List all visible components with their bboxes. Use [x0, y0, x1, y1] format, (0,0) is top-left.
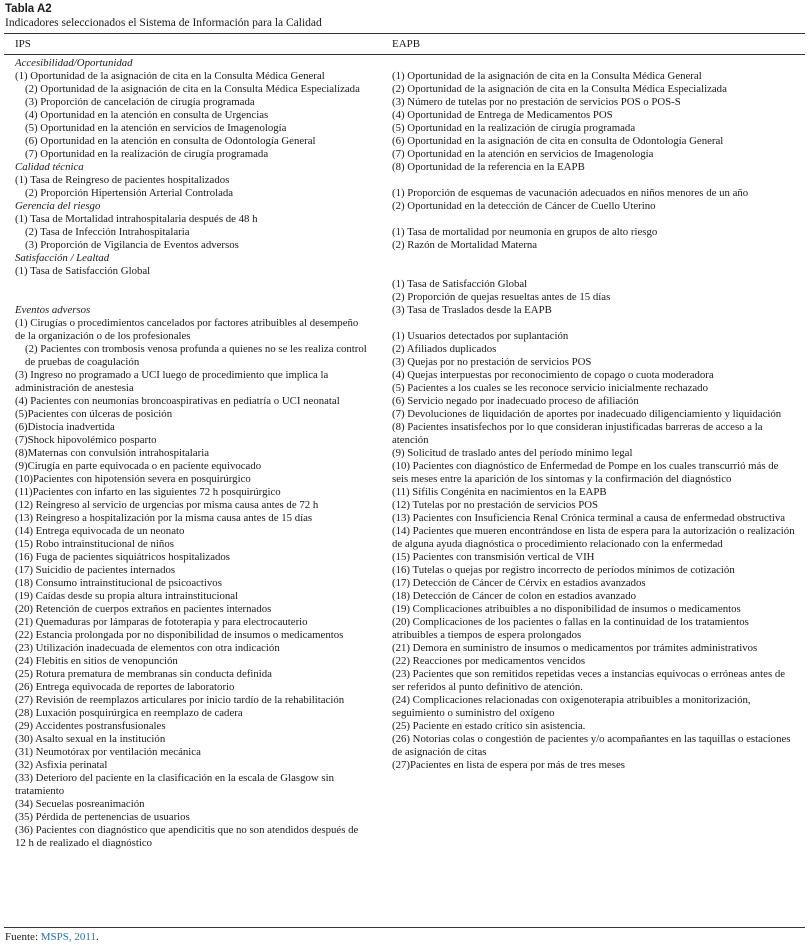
list-item: (24) Flebitis en sitios de venopunción — [15, 655, 178, 667]
source-end: . — [95, 931, 99, 943]
list-item: (2) Tasa de Infección Intrahospitalaria — [25, 226, 190, 238]
list-item: (2) Razón de Mortalidad Materna — [392, 239, 538, 251]
list-item: (3) Proporción de Vigilancia de Eventos adversos — [25, 239, 239, 251]
list-item: (10) Pacientes con diagnóstico de Enfermedad de Pompe en los cuales transcurrió más de seis meses entre la aparición de los síntomas y la confirmación del diagnóstico — [392, 460, 779, 485]
list-item: (2) Pacientes con trombosis venosa profunda a quienes no se les realiza control de pruebas de coagulación — [25, 343, 367, 368]
list-item: (16) Fuga de pacientes siquiátricos hospitalizados — [15, 551, 230, 563]
list-item: (18) Detección de Cáncer de colon en estadios avanzado — [392, 590, 637, 602]
list-item: (1) Tasa de mortalidad por neumonía en grupos de alto riesgo — [392, 226, 658, 238]
list-item: (28) Luxación posquirúrgica en reemplazo de cadera — [15, 707, 243, 719]
list-item: (6)Distocia inadvertida — [15, 421, 115, 433]
list-item: (6) Servicio negado por inadecuado proceso de afiliación — [392, 395, 639, 407]
list-item: (1) Tasa de Mortalidad intrahospitalaria después de 48 h — [15, 213, 258, 225]
list-item: (23) Utilización inadecuada de elementos con otra indicación — [15, 642, 280, 654]
list-item: (26) Notorias colas o congestión de pacientes y/o acompañantes en las taquillas o estaciones de asignación de citas — [392, 733, 791, 758]
list-item: (36) Pacientes con diagnóstico que apendicitis que no son atendidos después de 12 h de realizado el diagnóstico — [15, 824, 359, 849]
list-item: (27) Revisión de reemplazos articulares por inicio tardío de la rehabilitación — [15, 694, 345, 706]
list-item: (20) Retención de cuerpos extraños en pacientes internados — [15, 603, 272, 615]
list-item: (3) Tasa de Traslados desde la EAPB — [392, 304, 552, 316]
list-item: (14) Entrega equivocada de un neonato — [15, 525, 185, 537]
bottom-rule — [4, 927, 805, 928]
list-item: (15) Pacientes con transmisión vertical de VIH — [392, 551, 595, 563]
list-item: (8) Pacientes insatisfechos por lo que consideran injustificadas barreras de acceso a la atención — [392, 421, 763, 446]
list-item: (5)Pacientes con úlceras de posición — [15, 408, 173, 420]
list-item: (2) Oportunidad de la asignación de cita en la Consulta Médica Especializada — [25, 83, 360, 95]
list-item: (2) Afiliados duplicados — [392, 343, 497, 355]
list-item: (8) Oportunidad de la referencia en la EAPB — [392, 161, 585, 173]
list-item: (1) Proporción de esquemas de vacunación adecuados en niños menores de un año — [392, 187, 749, 199]
list-item: (5) Oportunidad en la atención en servicios de Imagenología — [25, 122, 287, 134]
list-item: (27)Pacientes en lista de espera por más de tres meses — [392, 759, 625, 771]
column-header-ips: IPS — [15, 38, 31, 50]
list-item: (31) Neumotórax por ventilación mecánica — [15, 746, 201, 758]
list-item: (2) Proporción Hipertensión Arterial Controlada — [25, 187, 234, 199]
list-item: (15) Robo intrainstitucional de niños — [15, 538, 174, 550]
list-item: (20) Complicaciones de los pacientes o fallas en la continuidad de los tratamientos atribuibles a tiempos de espera prolongados — [392, 616, 749, 641]
list-item: (2) Proporción de quejas resueltas antes de 15 días — [392, 291, 611, 303]
section-label: Calidad técnica — [15, 161, 84, 173]
column-ips — [15, 57, 370, 850]
list-item: (23) Pacientes que son remitidos repetidas veces a instancias equivocas o erróneas antes de ser referidos al punto definitivo de atención. — [392, 668, 786, 693]
list-item: (1) Tasa de Satisfacción Global — [392, 278, 528, 290]
list-item: (33) Deterioro del paciente en la clasificación en la escala de Glasgow sin tratamiento — [15, 772, 334, 797]
list-item: (4) Oportunidad de Entrega de Medicamentos POS — [392, 109, 613, 121]
list-item: (21) Quemaduras por lámparas de fototerapia y para electrocauterio — [15, 616, 308, 628]
list-item: (5) Oportunidad en la realización de cirugía programada — [392, 122, 636, 134]
list-item: (4) Pacientes con neumonías broncoaspirativas en pediatría o UCI neonatal — [15, 395, 340, 407]
list-item: (24) Complicaciones relacionadas con oxigenoterapia atribuibles a monitorización, seguimiento o suministro del oxígeno — [392, 694, 751, 719]
list-item: (21) Demora en suministro de insumos o medicamentos por trámites administrativos — [392, 642, 758, 654]
header-rule — [4, 54, 805, 55]
list-item: (13) Reingreso a hospitalización por la misma causa antes de 15 días — [15, 512, 313, 524]
list-item: (1) Oportunidad de la asignación de cita en la Consulta Médica General — [392, 70, 702, 82]
list-item: (26) Entrega equivocada de reportes de laboratorio — [15, 681, 235, 693]
list-item: (32) Asfixia perinatal — [15, 759, 108, 771]
list-item: (25) Rotura prematura de membranas sin conducta definida — [15, 668, 272, 680]
list-item: (17) Detección de Cáncer de Cérvix en estadios avanzados — [392, 577, 646, 589]
list-item: (1) Usuarios detectados por suplantación — [392, 330, 569, 342]
list-item: (22) Reacciones por medicamentos vencidos — [392, 655, 586, 667]
list-item: (19) Caídas desde su propia altura intrainstitucional — [15, 590, 239, 602]
list-item: (2) Oportunidad en la detección de Cáncer de Cuello Uterino — [392, 200, 656, 212]
section-label: Accesibilidad/Oportunidad — [15, 57, 133, 69]
source-label: Fuente: — [5, 931, 38, 943]
list-item: (3) Quejas por no prestación de servicios POS — [392, 356, 592, 368]
table-title: Tabla A2 — [5, 3, 52, 15]
list-item: (12) Tutelas por no prestación de servicios POS — [392, 499, 599, 511]
list-item: (19) Complicaciones atribuibles a no disponibilidad de insumos o medicamentos — [392, 603, 741, 615]
list-item: (17) Suicidio de pacientes internados — [15, 564, 176, 576]
list-item: (22) Estancia prolongada por no disponibilidad de insumos o medicamentos — [15, 629, 344, 641]
list-item: (7) Devoluciones de liquidación de aportes por inadecuado diligenciamiento y liquidación — [392, 408, 782, 420]
list-item: (7) Oportunidad en la atención en servicios de Imagenología — [392, 148, 654, 160]
column-header-eapb: EAPB — [392, 38, 421, 50]
list-item: (1) Oportunidad de la asignación de cita en la Consulta Médica General — [15, 70, 325, 82]
list-item: (1) Cirugías o procedimientos cancelados por factores atribuibles al desempeño de la organización o de los profesionales — [15, 317, 359, 342]
list-item: (5) Pacientes a los cuales se les reconoce servicio inicialmente rechazado — [392, 382, 708, 394]
top-rule — [4, 33, 805, 34]
list-item: (3) Ingreso no programado a UCI luego de procedimiento que implica la administración de anestesia — [15, 369, 329, 394]
list-item: (35) Pérdida de pertenencias de usuarios — [15, 811, 190, 823]
section-label: Satisfacción / Lealtad — [15, 252, 110, 264]
source-link[interactable]: MSPS, 2011 — [40, 931, 96, 943]
table-subtitle: Indicadores seleccionados el Sistema de Información para la Calidad — [5, 17, 322, 29]
list-item: (8)Maternas con convulsión intrahospitalaria — [15, 447, 209, 459]
column-eapb — [392, 57, 797, 772]
list-item: (18) Consumo intrainstitucional de psicoactivos — [15, 577, 222, 589]
list-item: (30) Asalto sexual en la institución — [15, 733, 166, 745]
list-item: (4) Quejas interpuestas por reconocimiento de copago o cuota moderadora — [392, 369, 714, 381]
list-item: (10)Pacientes con hipotensión severa en posquirúrgico — [15, 473, 251, 485]
list-item: (2) Oportunidad de la asignación de cita en la Consulta Médica Especializada — [392, 83, 727, 95]
list-item: (25) Paciente en estado crítico sin asistencia. — [392, 720, 586, 732]
section-label: Gerencia del riesgo — [15, 200, 101, 212]
list-item: (7)Shock hipovolémico posparto — [15, 434, 157, 446]
list-item: (11)Pacientes con infarto en las siguientes 72 h posquirúrgico — [15, 486, 281, 498]
list-item: (1) Tasa de Reingreso de pacientes hospitalizados — [15, 174, 230, 186]
section-label: Eventos adversos — [15, 304, 91, 316]
list-item: (4) Oportunidad en la atención en consulta de Urgencias — [25, 109, 269, 121]
list-item: (13) Pacientes con Insuficiencia Renal Crónica terminal a causa de enfermedad obstructiva — [392, 512, 786, 524]
list-item: (1) Tasa de Satisfacción Global — [15, 265, 151, 277]
source-footer — [5, 931, 99, 944]
list-item: (29) Accidentes postransfusionales — [15, 720, 166, 732]
list-item: (6) Oportunidad en la asignación de cita en consulta de Odontología General — [392, 135, 724, 147]
list-item: (6) Oportunidad en la atención en consulta de Odontología General — [25, 135, 316, 147]
list-item: (3) Número de tutelas por no prestación de servicios POS o POS-S — [392, 96, 681, 108]
list-item: (7) Oportunidad en la realización de cirugía programada — [25, 148, 269, 160]
list-item: (3) Proporción de cancelación de cirugía programada — [25, 96, 255, 108]
list-item: (14) Pacientes que mueren encontrándose en lista de espera para la autorización o realización de alguna ayuda diagnóstica o procedimiento relacionado con la enfermedad — [392, 525, 795, 550]
list-item: (12) Reingreso al servicio de urgencias por misma causa antes de 72 h — [15, 499, 319, 511]
list-item: (16) Tutelas o quejas por registro incorrecto de períodos mínimos de cotización — [392, 564, 735, 576]
list-item: (34) Secuelas posreanimación — [15, 798, 145, 810]
list-item: (11) Sífilis Congénita en nacimientos en la EAPB — [392, 486, 607, 498]
list-item: (9) Solicitud de traslado antes del período mínimo legal — [392, 447, 633, 459]
list-item: (9)Cirugía en parte equivocada o en paciente equivocado — [15, 460, 262, 472]
